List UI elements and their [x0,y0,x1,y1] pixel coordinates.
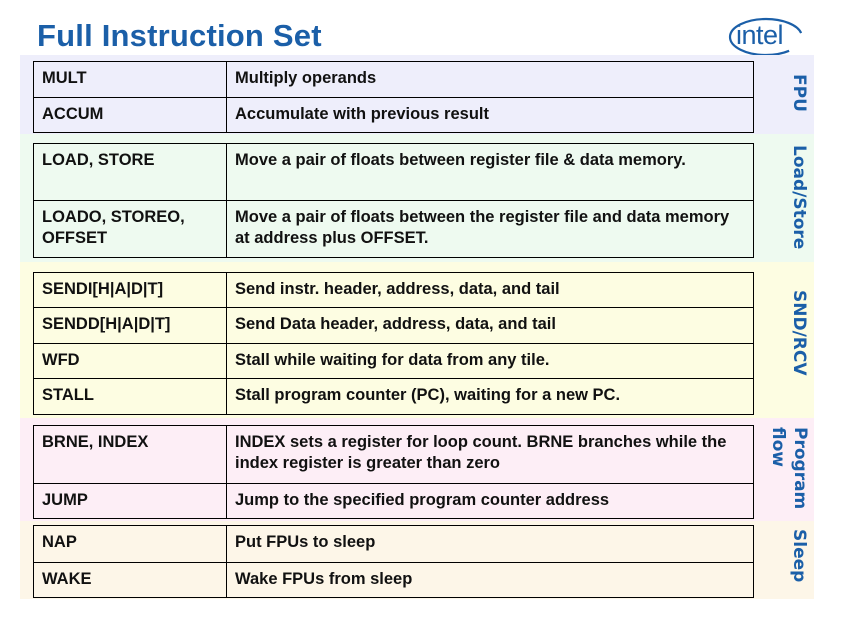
group-sleep [20,521,814,599]
group-label-flow-line: flow [768,427,788,467]
description-cell: Accumulate with previous result [227,98,754,133]
group-fpu [20,55,814,134]
fpu-table [33,61,754,133]
group-label-snd-rcv: SND/RCV [789,290,809,376]
table-row [34,344,754,379]
table-row [34,273,754,308]
table-row [34,308,754,344]
table-row [34,426,754,484]
description-cell: Send Data header, address, data, and tail [227,308,754,344]
program-flow-table [33,425,754,519]
mnemonic-cell: BRNE, INDEX [34,426,227,484]
table-row [34,484,754,519]
description-cell: Multiply operands [227,62,754,98]
group-program-flow [20,418,814,521]
logo-text: intel [736,20,784,50]
table-row [34,526,754,563]
table-row [34,98,754,133]
mnemonic-cell: JUMP [34,484,227,519]
description-cell: Put FPUs to sleep [227,526,754,563]
table-row [34,201,754,258]
group-snd-rcv [20,262,814,418]
mnemonic-cell: STALL [34,379,227,415]
description-cell: INDEX sets a register for loop count. BRNE branches while the index register is greater than zero [227,426,754,484]
table-row [34,144,754,201]
group-label-sleep: Sleep [789,529,809,583]
mnemonic-cell: ACCUM [34,98,227,133]
mnemonic-cell: MULT [34,62,227,98]
sleep-table [33,525,754,598]
group-label-fpu: FPU [789,74,809,112]
mnemonic-cell: LOADO, STOREO, OFFSET [34,201,227,258]
table-row [34,62,754,98]
description-cell: Move a pair of floats between the register file and data memory at address plus OFFSET. [227,201,754,258]
mnemonic-cell: NAP [34,526,227,563]
mnemonic-cell: LOAD, STORE [34,144,227,201]
table-row [34,563,754,598]
load-store-table [33,143,754,258]
description-cell: Send instr. header, address, data, and tail [227,273,754,308]
mnemonic-cell: WAKE [34,563,227,598]
description-cell: Wake FPUs from sleep [227,563,754,598]
snd-rcv-table [33,272,754,415]
description-cell: Stall while waiting for data from any tile. [227,344,754,379]
description-cell: Stall program counter (PC), waiting for a new PC. [227,379,754,415]
group-label-program-flow [767,427,811,521]
mnemonic-cell: SENDD[H|A|D|T] [34,308,227,344]
group-label-load-store: Load/Store [789,145,809,250]
page-title: Full Instruction Set [37,18,322,53]
description-cell: Jump to the specified program counter address [227,484,754,519]
mnemonic-cell: SENDI[H|A|D|T] [34,273,227,308]
group-label-program-line: Program [790,427,810,510]
group-load-store [20,134,814,262]
table-row [34,379,754,415]
mnemonic-cell: WFD [34,344,227,379]
description-cell: Move a pair of floats between register file & data memory. [227,144,754,201]
intel-logo [727,14,805,60]
